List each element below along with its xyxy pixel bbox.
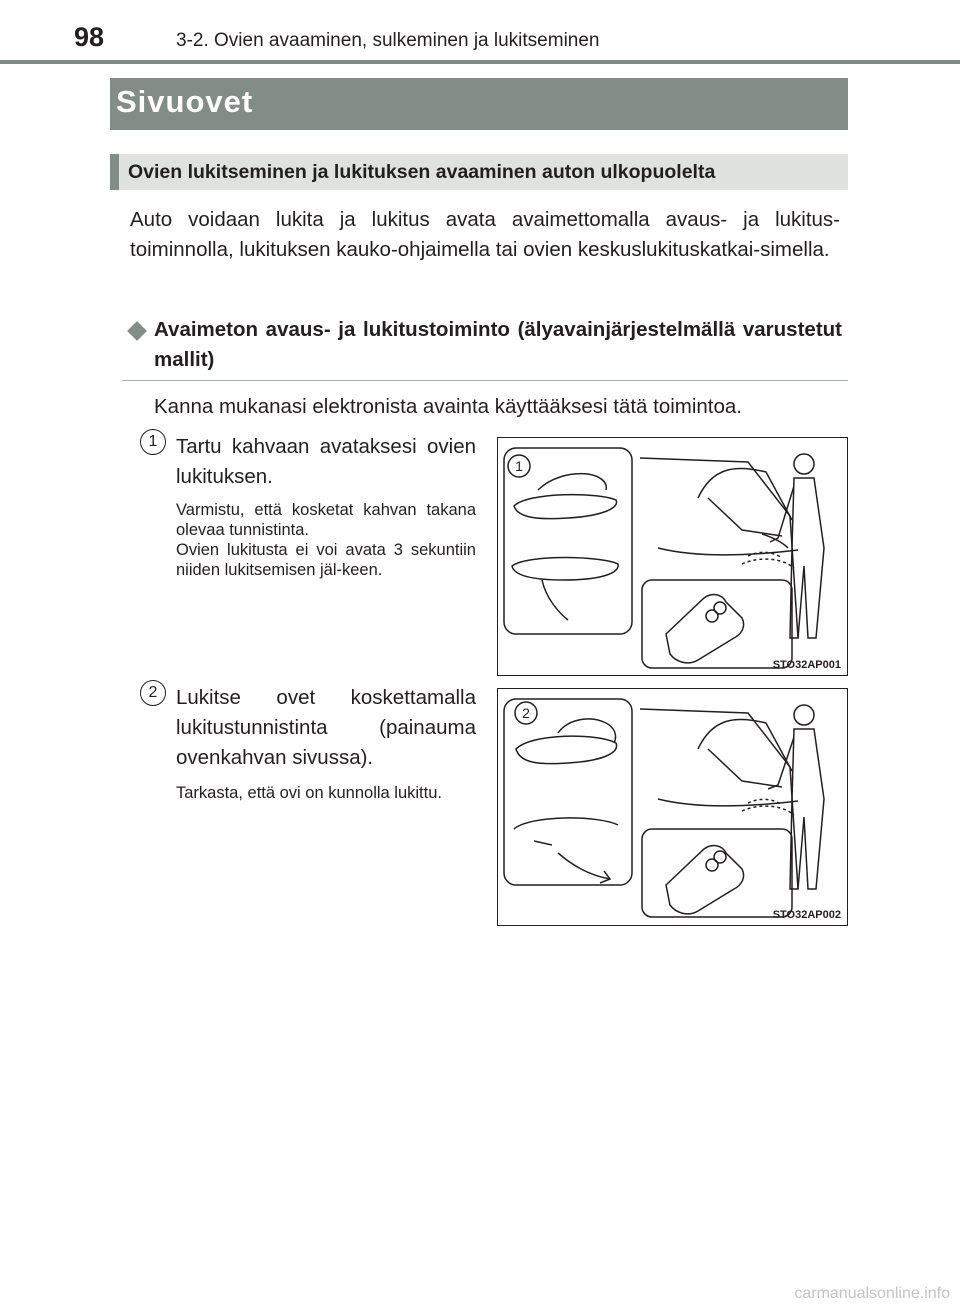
figure-1-label: 1: [515, 458, 523, 474]
page-number: 98: [74, 22, 105, 52]
diamond-bullet-icon: [127, 321, 147, 341]
figure-1-code: STO32AP001: [772, 659, 841, 671]
figure-2-label: 2: [522, 705, 530, 721]
feature-heading: Avaimeton avaus- ja lukitustoiminto (älyavainjärjestelmällä varustetut mallit): [154, 318, 842, 371]
subsection-accent: [110, 154, 119, 190]
step-1-note-2: Ovien lukitusta ei voi avata 3 sekuntiin niiden lukitsemisen jäl-keen.: [176, 541, 476, 579]
step-2-note-1: Tarkasta, että ovi on kunnolla lukittu.: [176, 784, 442, 802]
figure-2-illustration: [498, 689, 849, 927]
figure-2: [497, 688, 848, 926]
step-2-number: 2: [140, 680, 166, 706]
watermark: carmanualsonline.info: [794, 1285, 950, 1302]
step-1-text: Tartu kahvaan avataksesi ovien lukituksen.: [176, 435, 476, 488]
figure-2-code: STO32AP002: [772, 909, 841, 921]
header-rule: [0, 60, 960, 64]
feature-rule: [122, 380, 848, 381]
figure-1: [497, 437, 848, 676]
intro-paragraph: Auto voidaan lukita ja lukitus avata avaimettomalla avaus- ja lukitus-toiminnolla, lukituksen kauko-ohjaimella tai ovien keskuslukituskatkai-simella.: [130, 208, 840, 261]
running-header: 3-2. Ovien avaaminen, sulkeminen ja lukitseminen: [176, 30, 600, 51]
page-title: Sivuovet: [116, 84, 254, 119]
step-1-number: 1: [140, 429, 166, 455]
subsection-title: Ovien lukitseminen ja lukituksen avaaminen auton ulkopuolelta: [128, 161, 716, 183]
feature-lead: Kanna mukanasi elektronista avainta käyttääksesi tätä toimintoa.: [154, 395, 742, 418]
step-2-text: Lukitse ovet koskettamalla lukitustunnistinta (painauma ovenkahvan sivussa).: [176, 686, 476, 769]
figure-1-illustration: [498, 438, 849, 677]
step-1-note-1: Varmistu, että kosketat kahvan takana olevaa tunnistinta.: [176, 501, 476, 539]
